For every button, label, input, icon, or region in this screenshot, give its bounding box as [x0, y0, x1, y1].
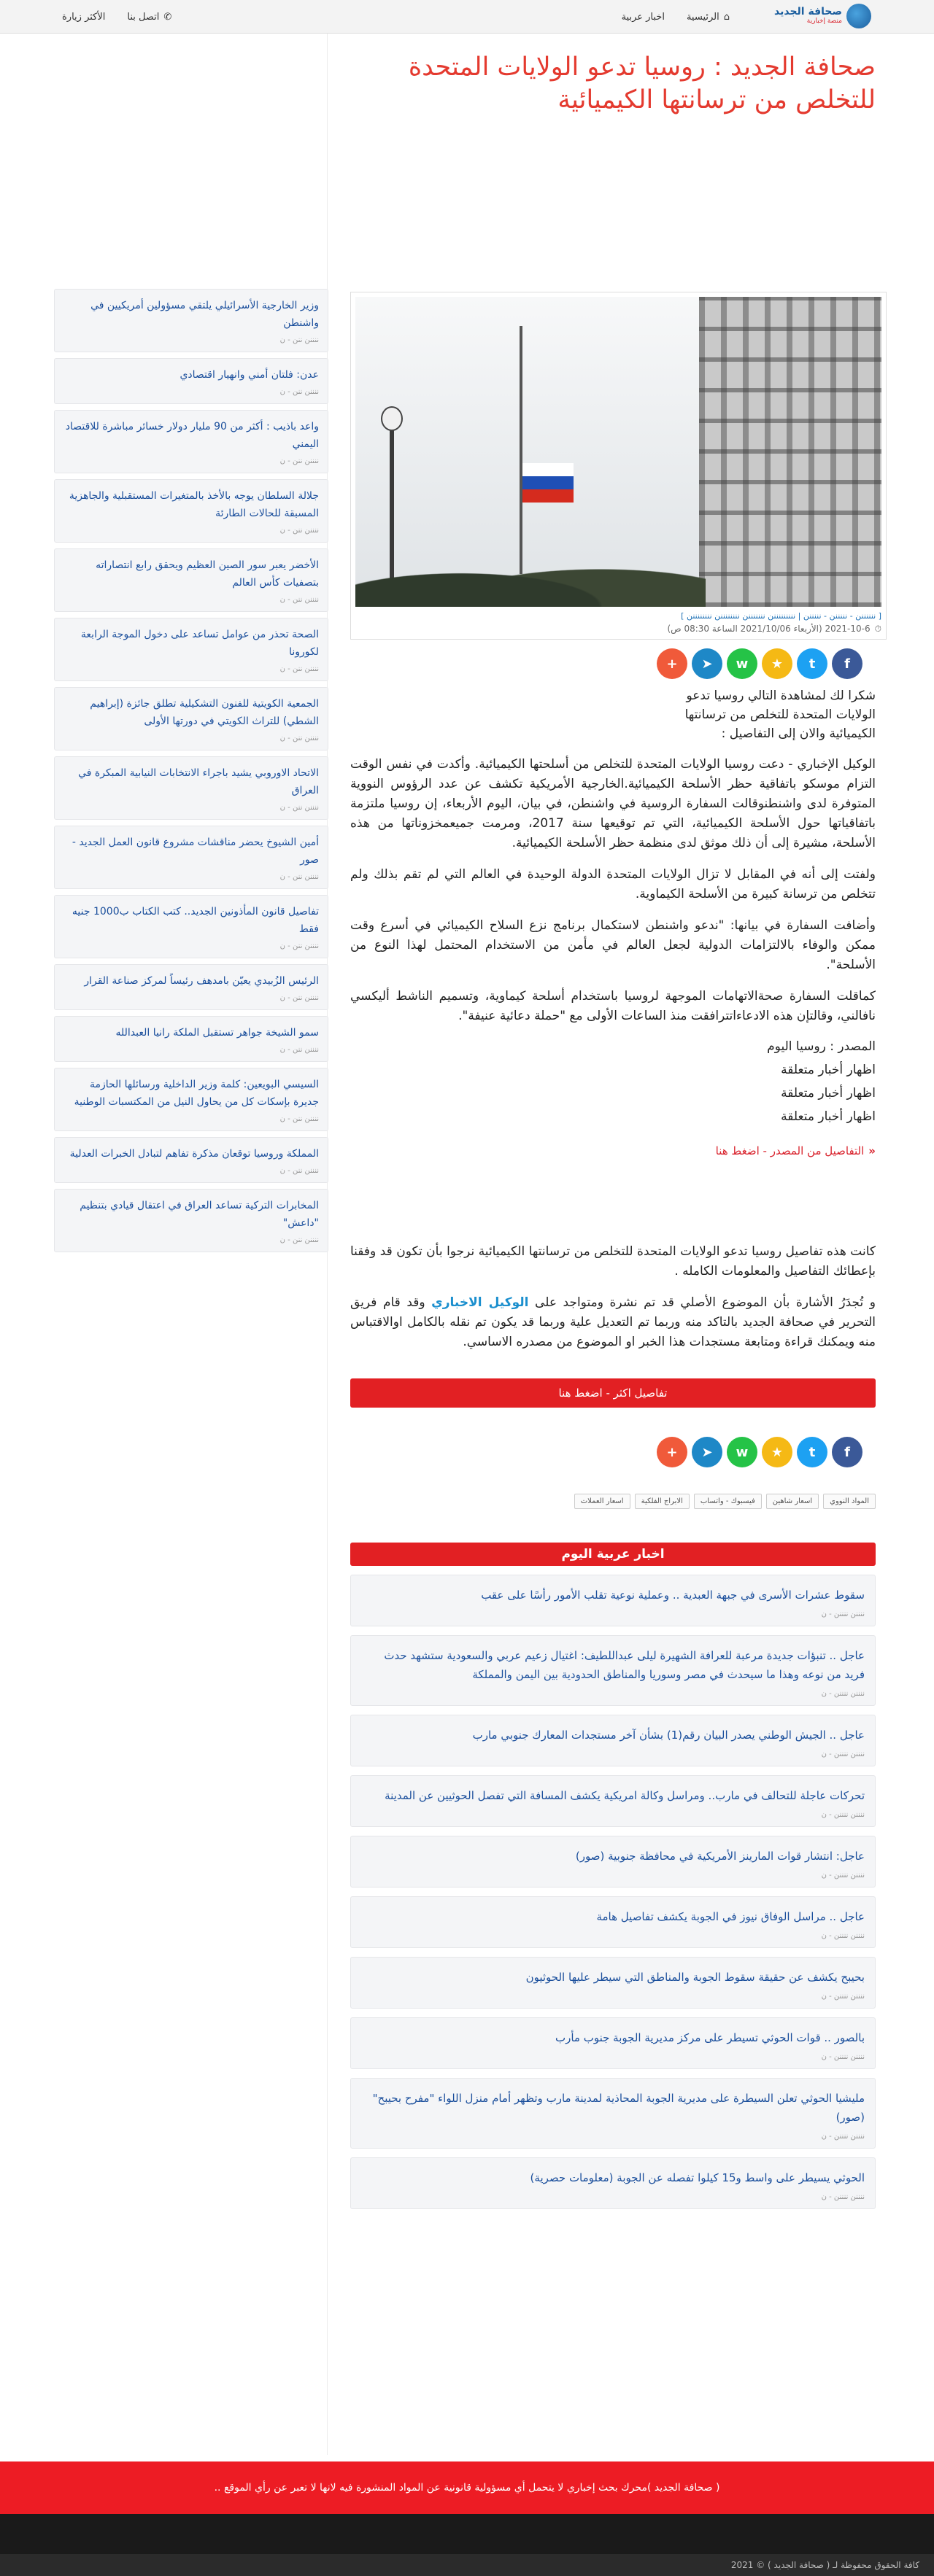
news-item-title: بحيبح يكشف عن حقيقة سقوط الجوبة والمناطق التي سيطر عليها الحوثيون: [525, 1971, 865, 1984]
sidebar-item-title: الأخضر يعبر سور الصين العظيم ويحقق رابع انتصاراته بتصفيات كأس العالم: [96, 559, 319, 589]
sidebar-item-title: عدن: فلتان أمني وانهيار اقتصادي: [180, 369, 319, 381]
news-item-date: ننننن ننننن - ن: [821, 2053, 865, 2061]
news-item-title: الحوثي يسيطر على واسط و15 كيلوا تفصله عن الجوبة (معلومات حصرية): [530, 2171, 865, 2184]
sidebar-item[interactable]: [54, 895, 328, 958]
article-paragraph: ولفتت إلى أنه في المقابل لا تزال الولايات المتحدة الدولة الوحيدة في العالم التي لم تقم بذلك ولم تتخلص من ترسانة كبيرة من الأسلحة الكيماوية.: [350, 867, 876, 901]
sidebar-item-title: جلالة السلطان يوجه بالأخذ بالمتغيرات المستقبلية والجاهزية المسبقة للحالات الطارئة: [69, 490, 319, 519]
nav-contact-link[interactable]: [127, 12, 171, 23]
brand-name: صحافة الجديد: [774, 6, 842, 18]
tag-item[interactable]: الابراج الفلكية: [635, 1494, 690, 1509]
sidebar-item[interactable]: [54, 1189, 328, 1252]
double-chevron-left-icon: «: [868, 1144, 876, 1157]
arab-news-heading: اخبار عربية اليوم: [350, 1543, 876, 1566]
nav-links: [622, 0, 730, 34]
sidebar-item-title: الاتحاد الاوروبي يشيد باجراء الانتخابات النيابية المبكرة في العراق: [78, 767, 319, 796]
share-telegram-button[interactable]: [692, 1437, 722, 1467]
news-item-date: ننننن ننننن - ن: [821, 1811, 865, 1819]
sidebar-item-title: تفاصيل قانون المأذونين الجديد.. كتب الكتاب ب1000 جنيه فقط: [72, 906, 319, 935]
sidebar-item-date: ننننن ننن - ن: [279, 665, 319, 673]
list-item[interactable]: [350, 2078, 876, 2149]
facebook-icon: f: [844, 1444, 850, 1460]
ad-space: [350, 1157, 876, 1230]
sidebar-item-title: أمين الشيوخ يحضر مناقشات مشروع قانون العمل الجديد - صور: [72, 837, 319, 866]
sidebar-item-date: ننننن ننن - ن: [279, 1236, 319, 1244]
share-star-button[interactable]: [762, 648, 792, 679]
sidebar-item[interactable]: [54, 826, 328, 889]
tag-item[interactable]: فيسبوك - واتساب: [694, 1494, 762, 1509]
article-summary: كانت هذه تفاصيل روسيا تدعو الولايات المتحدة للتخلص من ترسانتها الكيميائية نرجوا بأن تكون قد وفقنا بإعطائك التفاصيل والمعلومات الكامله .: [350, 1244, 876, 1279]
sidebar-item-date: ننننن ننن - ن: [279, 1046, 319, 1054]
share-plus-button[interactable]: [657, 648, 687, 679]
article-source: المصدر : روسيا اليوم: [767, 1039, 876, 1054]
sidebar-item[interactable]: [54, 410, 328, 473]
tag-item[interactable]: اسعار شاهين: [766, 1494, 819, 1509]
whatsapp-icon: w: [736, 656, 749, 672]
related-link[interactable]: اظهار أخبار متعلقة: [781, 1109, 876, 1124]
sidebar-item-date: ننننن ننن - ن: [279, 596, 319, 604]
nav-most-visited-link[interactable]: [62, 12, 105, 23]
brand-subtitle: منصة إخبارية: [806, 17, 842, 25]
news-item-date: ننننن ننننن - ن: [821, 2133, 865, 2141]
news-item-title: عاجل .. مراسل الوفاق نيوز في الجوبة يكشف تفاصيل هامة: [596, 1910, 865, 1923]
sidebar-item-title: الصحة تحذر من عوامل تساعد على دخول الموجة الرابعة لكورونا: [80, 629, 319, 658]
top-navbar: [0, 0, 934, 34]
tag-item[interactable]: المواد النووي: [823, 1494, 876, 1509]
nav-left-links: [62, 0, 171, 34]
note-text-after: وقد قام فريق التحرير في صحافة الجديد بالتاكد منه وربما تم التعديل علية وربما قد يكون تم نقله بالكامل اوالاقتباس منه ويمكنك قراءة ومتابعة مستجدات هذا الخبر او الموضوع من مصدره الاساسي.: [350, 1295, 876, 1349]
share-star-button[interactable]: [762, 1437, 792, 1467]
list-item[interactable]: [350, 1635, 876, 1706]
article-lead: شكرا لك لمشاهدة التالي روسيا تدعو الولايات المتحدة للتخلص من ترسانتها الكيميائية والان إلى التفاصيل :: [684, 688, 876, 741]
sidebar-item-title: السيسي البويعين: كلمة وزير الداخلية ورسائلها الحازمة جديرة بإسكات كل من يحاول النيل من المكتسبات الوطنية: [74, 1079, 319, 1108]
clock-icon: ⏱: [874, 624, 881, 634]
share-twitter-button[interactable]: [797, 648, 827, 679]
brand-logo-icon: [846, 4, 871, 28]
article-photo: [355, 297, 881, 607]
footer: [0, 2514, 934, 2576]
list-item[interactable]: [350, 1836, 876, 1888]
phone-icon: ✆: [163, 11, 172, 23]
share-whatsapp-button[interactable]: [727, 648, 757, 679]
share-facebook-button[interactable]: [832, 648, 862, 679]
sidebar-item-date: ننننن ننن - ن: [279, 994, 319, 1002]
twitter-icon: t: [808, 656, 816, 672]
arab-news-list: [350, 1575, 876, 2209]
news-item-title: عاجل .. الجيش الوطني يصدر البيان رقم(1) بشأن آخر مستجدات المعارك جنوبي مارب: [472, 1729, 865, 1742]
telegram-icon: ➤: [701, 1444, 713, 1460]
sidebar-item-title: وزير الخارجية الأسرائيلي يلتقي مسؤولين أمريكيين في واشنطن: [90, 300, 319, 329]
brand-text: [774, 7, 842, 25]
nav-contact-label: اتصل بنا: [127, 11, 160, 23]
list-item[interactable]: [350, 2157, 876, 2209]
footer-disclaimer: ( صحافة الجديد )محرك بحث إخباري لا يتحمل أي مسؤولية قانونية عن المواد المنشورة فيه لانها لا تعبر عن رأي الموقع ..: [0, 2461, 934, 2514]
sidebar-item-title: الرئيس الزُبيدي يعيّن بامدهف رئيساً لمركز صناعة القرار: [84, 975, 319, 987]
sidebar-item-date: ننننن ننن - ن: [279, 388, 319, 396]
sidebar-item[interactable]: [54, 1137, 328, 1183]
news-item-date: ننننن ننننن - ن: [821, 1932, 865, 1940]
sidebar-item-title: واعد باذيب : أكثر من 90 مليار دولار خسائر مباشرة للاقتصاد اليمني: [65, 421, 319, 450]
sidebar-item[interactable]: [54, 479, 328, 543]
news-item-title: مليشيا الحوثي تعلن السيطرة على مديرية الجوبة المحاذية لمدينة مارب وتظهر أمام منزل اللواء "مفرح بحيبح"(صور): [372, 2092, 865, 2124]
article-paragraph: وأضافت السفارة في بيانها: "ندعو واشنطن لاستكمال برنامج نزع السلاح الكيميائي في أسرع وقت ممكن والوفاء بالالتزامات الدولية لجعل العالم في مأمن من الاستخدام المحتمل لهذا النوع من الأسلحة".: [350, 918, 876, 972]
photo-caption: [ ننننننن - نننننن - نننننن | نننننننننن نننننننن ننننننننن ننننننننن ]: [681, 611, 881, 621]
sidebar-item-title: المخابرات التركية تساعد العراق في اعتقال قيادي بتنظيم "داعش": [80, 1200, 319, 1229]
nav-most-visited-label: الأكثر زيارة: [62, 11, 106, 23]
telegram-icon: ➤: [701, 656, 713, 672]
sidebar-item[interactable]: [54, 289, 328, 352]
star-icon: ★: [771, 656, 784, 672]
nav-arab-news-label: اخبار عربية: [621, 11, 665, 23]
sidebar-item[interactable]: [54, 548, 328, 612]
news-item-title: عاجل: انتشار قوات المارينز الأمريكية في محافظة جنوبية (صور): [575, 1850, 865, 1863]
news-item-date: ننننن ننننن - ن: [821, 1871, 865, 1879]
sidebar-item[interactable]: [54, 1068, 328, 1131]
sidebar-item-date: ننننن ننن - ن: [279, 942, 319, 950]
sidebar-item[interactable]: [54, 1016, 328, 1062]
sidebar-item-date: ننننن ننن - ن: [279, 873, 319, 881]
more-details-button[interactable]: تفاصيل اكثر - اضغط هنا: [350, 1378, 876, 1408]
ad-space: [350, 117, 876, 292]
star-icon: ★: [771, 1444, 784, 1460]
plus-icon: +: [666, 1444, 678, 1460]
whatsapp-icon: w: [736, 1444, 749, 1460]
list-item[interactable]: [350, 2017, 876, 2069]
news-item-title: عاجل .. تنبؤات جديدة مرعبة للعرافة الشهيرة ليلى عبداللطيف: اغتيال زعيم عربي والسعودية ستشهد حدث فريد من نوعه وهذا ما سيحدث في مصر وسوريا والمناطق الحدودية بين اليمن والمملكة: [384, 1649, 865, 1681]
flag-pole-image: [520, 326, 522, 574]
related-link[interactable]: اظهار أخبار متعلقة: [781, 1063, 876, 1077]
list-item[interactable]: [350, 1896, 876, 1948]
news-item-date: ننننن ننننن - ن: [821, 1993, 865, 2001]
sidebar-item[interactable]: [54, 358, 328, 404]
news-item-date: ننننن ننننن - ن: [821, 2193, 865, 2201]
brand-logo-link[interactable]: [774, 4, 871, 28]
share-whatsapp-button[interactable]: [727, 1437, 757, 1467]
list-item[interactable]: [350, 1957, 876, 2009]
article-note: [350, 1293, 876, 1352]
sidebar-item-title: المملكة وروسيا توقعان مذكرة تفاهم لتبادل الخبرات العدلية: [69, 1148, 319, 1160]
share-bar-bottom: [657, 1437, 876, 1467]
sidebar-item-date: ننننن ننن - ن: [279, 804, 319, 812]
sidebar: [54, 289, 328, 1258]
sidebar-item[interactable]: [54, 756, 328, 820]
facebook-icon: f: [844, 656, 850, 672]
article-title: صحافة الجديد : روسيا تدعو الولايات المتحدة للتخلص من ترسانتها الكيميائية: [408, 53, 876, 115]
nav-home-link[interactable]: [687, 12, 730, 23]
home-icon: ⌂: [723, 11, 730, 23]
sidebar-item-date: ننننن ننن - ن: [279, 1167, 319, 1175]
share-facebook-button[interactable]: [832, 1437, 862, 1467]
article-paragraph: كماقلت السفارة صحةالاتهامات الموجهة لروسيا باستخدام أسلحة كيماوية، وتسميم الناشط أليكسي نافالني، وقالتإن هذه الادعاءاتترافقت منذ الساعات الأولى مع "حملة دعائية عنيفة".: [350, 989, 876, 1023]
sidebar-item-date: ننننن ننن - ن: [279, 527, 319, 535]
sidebar-item-title: الجمعية الكويتية للفنون التشكيلية تطلق جائزة (إبراهيم الشطي) للتراث الكويتي في دورتها الأولى: [90, 698, 319, 727]
source-block: [350, 1035, 876, 1128]
sidebar-item-date: ننننن ننن - ن: [279, 734, 319, 742]
tag-item[interactable]: اسعار العملات: [574, 1494, 630, 1509]
news-item-date: ننننن ننننن - ن: [821, 1610, 865, 1618]
sidebar-item[interactable]: [54, 618, 328, 681]
list-item[interactable]: [350, 1775, 876, 1827]
related-link[interactable]: اظهار أخبار متعلقة: [781, 1086, 876, 1101]
news-item-date: ننننن ننننن - ن: [821, 1690, 865, 1698]
news-item-title: سقوط عشرات الأسرى في جبهة العبدية .. وعملية نوعية تقلب الأمور رأسًا على عقب: [481, 1588, 865, 1602]
share-plus-button[interactable]: [657, 1437, 687, 1467]
sidebar-item-title: سمو الشيخة جواهر تستقبل الملكة رانيا العبدالله: [115, 1027, 319, 1039]
footer-copyright: كافة الحقوق محفوظة لـ ( صحافة الجديد ) © 2021: [0, 2554, 934, 2576]
russian-flag-image: [522, 463, 574, 503]
share-telegram-button[interactable]: [692, 648, 722, 679]
article-column: [350, 34, 881, 2218]
plus-icon: +: [666, 656, 678, 672]
sidebar-item-date: ننننن ننن - ن: [279, 457, 319, 465]
original-source-link[interactable]: الوكيل الاخباري: [431, 1295, 529, 1310]
article-date: 2021-10-6 (الأربعاء 2021/10/06 الساعة 08:30 ص): [667, 624, 871, 634]
share-bar-top: [657, 648, 876, 679]
tag-list: [350, 1494, 876, 1509]
sidebar-item-date: ننننن ننن - ن: [279, 336, 319, 344]
nav-arab-news-link[interactable]: [622, 12, 665, 23]
sidebar-item-date: ننننن ننن - ن: [279, 1115, 319, 1123]
sidebar-item[interactable]: [54, 687, 328, 750]
sidebar-item[interactable]: [54, 964, 328, 1010]
source-details-label: التفاصيل من المصدر - اضغط هنا: [715, 1144, 865, 1157]
article-paragraph: الوكيل الإخباري - دعت روسيا الولايات المتحدة للتخلص من أسلحتها الكيميائية. وأكدت في نفس الوقت التزام موسكو باتفاقية حظر الأسلحة الكيميائية.الخارجية الأمريكية تكشف عن عدد الرؤوس النووية المتوفرة لدى واشنطنوقالت السفارة الروسية في واشنطن، في بيان، اليوم الأربعاء، إن روسيا ملتزمة باتفاقياتها حول الأسلحة الكيميائية، التي تم توقيعها سنة 2017، ومرمت جميعمخزوناتها من هذه الأسلحة، مشيرة إلى أن ذلك موثق لدى منظمة حظر الأسلحة الكيميائية.: [350, 757, 876, 850]
article-figure: [350, 292, 887, 640]
source-details-link[interactable]: [350, 1144, 876, 1157]
note-text-before: و تُجدَرُ الأشارة بأن الموضوع الأصلي قد تم نشرة ومتواجد على: [535, 1295, 876, 1310]
twitter-icon: t: [808, 1444, 816, 1460]
share-twitter-button[interactable]: [797, 1437, 827, 1467]
list-item[interactable]: [350, 1575, 876, 1626]
news-item-title: بالصور .. قوات الحوثي تسيطر على مركز مديرية الجوبة جنوب مأرب: [555, 2031, 865, 2044]
nav-home-label: الرئيسية: [686, 11, 719, 23]
article-meta: [355, 624, 881, 635]
list-item[interactable]: [350, 1715, 876, 1766]
news-item-date: ننننن ننننن - ن: [821, 1750, 865, 1758]
news-item-title: تحركات عاجلة للتحالف في مارب.. ومراسل وكالة امريكية يكشف المسافة التي تفصل الحوثيين عن المدينة: [385, 1789, 865, 1802]
